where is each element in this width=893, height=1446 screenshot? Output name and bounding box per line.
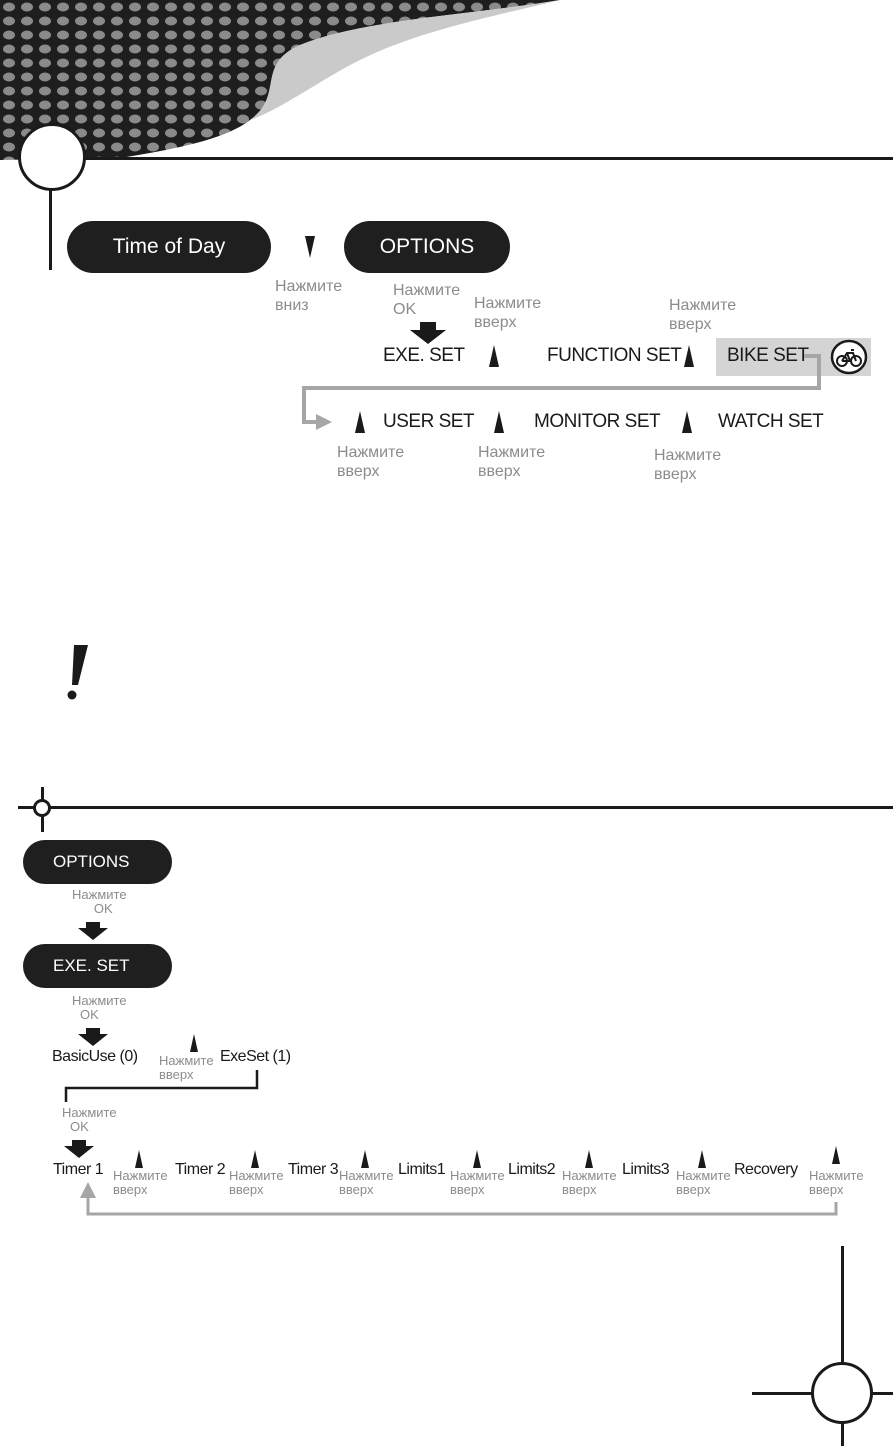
press-ok-hint-b1: Нажмите OK [72, 887, 127, 916]
bicycle-icon [830, 339, 868, 375]
user-set-label: USER SET [383, 411, 475, 432]
function-set-label: FUNCTION SET [547, 345, 682, 366]
press-ok-hint-b3: Нажмите OK [62, 1105, 117, 1134]
press-up-hint-1: Нажмите вверх [474, 295, 542, 331]
item-timer-2: Timer 2 [175, 1161, 226, 1178]
down-arrow-icon [410, 322, 446, 344]
press-down-hint: Нажмите вниз [275, 278, 343, 314]
press-up-hint-5: Нажмите вверх [654, 447, 722, 483]
options-label-top: OPTIONS [379, 235, 475, 258]
up-triangle-icon [698, 1150, 706, 1168]
page-number-circle-top [18, 123, 86, 191]
press-up-hint-b5: Нажмите вверх [562, 1168, 617, 1197]
top-rule [60, 157, 893, 160]
page-number-circle-bottom [811, 1362, 873, 1424]
down-arrow-icon [305, 236, 315, 258]
up-triangle-icon [494, 411, 504, 433]
time-of-day-pill [67, 221, 271, 273]
options-label-bottom: OPTIONS [53, 852, 130, 871]
press-up-hint-3: Нажмите вверх [337, 444, 405, 480]
monitor-set-label: MONITOR SET [534, 411, 661, 432]
down-arrow-icon [78, 922, 108, 940]
mid-rule [18, 806, 893, 809]
item-timer-1: Timer 1 [53, 1161, 104, 1178]
item-limits-3: Limits3 [622, 1161, 670, 1178]
up-triangle-icon [832, 1146, 840, 1164]
item-limits-2: Limits2 [508, 1161, 556, 1178]
options-pill-bottom [23, 840, 172, 884]
down-arrow-icon [78, 1028, 108, 1046]
header-graphic [0, 0, 893, 165]
mid-crosshair-circle [33, 799, 51, 817]
press-up-hint-b7: Нажмите вверх [809, 1168, 864, 1197]
press-up-hint-b1: Нажмите вверх [113, 1168, 168, 1197]
up-triangle-icon [473, 1150, 481, 1168]
watch-set-label: WATCH SET [718, 411, 824, 432]
bracket-connector [60, 1068, 270, 1104]
press-up-hint-b4: Нажмите вверх [450, 1168, 505, 1197]
item-recovery: Recovery [734, 1161, 798, 1178]
press-up-hint-b0: Нажмите вверх [159, 1053, 214, 1082]
up-triangle-icon [355, 411, 365, 433]
press-up-hint-b3: Нажмите вверх [339, 1168, 394, 1197]
options-pill-top [344, 221, 510, 273]
item-limits-1: Limits1 [398, 1161, 446, 1178]
down-arrow-icon [64, 1140, 94, 1158]
press-up-hint-4: Нажмите вверх [478, 444, 546, 480]
press-up-hint-b2: Нажмите вверх [229, 1168, 284, 1197]
up-triangle-icon [361, 1150, 369, 1168]
time-of-day-label: Time of Day [112, 235, 226, 258]
exe-set-pill-bottom [23, 944, 172, 988]
press-up-hint-b6: Нажмите вверх [676, 1168, 731, 1197]
bike-set-label: BIKE SET [727, 345, 809, 366]
exe-set-label-bottom: EXE. SET [53, 956, 130, 975]
up-triangle-icon [190, 1034, 198, 1052]
up-triangle-icon [135, 1150, 143, 1168]
exe-set-1-label: ExeSet (1) [220, 1048, 291, 1065]
exe-set-label-top: EXE. SET [383, 345, 465, 366]
exclamation-icon [64, 645, 90, 701]
press-ok-hint-top: Нажмите OK [393, 282, 461, 318]
press-ok-hint-b2: Нажмите OK [72, 993, 127, 1022]
press-up-hint-2: Нажмите вверх [669, 297, 737, 333]
item-timer-3: Timer 3 [288, 1161, 339, 1178]
up-triangle-icon [251, 1150, 259, 1168]
up-triangle-icon [682, 411, 692, 433]
basic-use-label: BasicUse (0) [52, 1048, 138, 1065]
loop-connector-bottom [74, 1180, 844, 1220]
up-triangle-icon [585, 1150, 593, 1168]
